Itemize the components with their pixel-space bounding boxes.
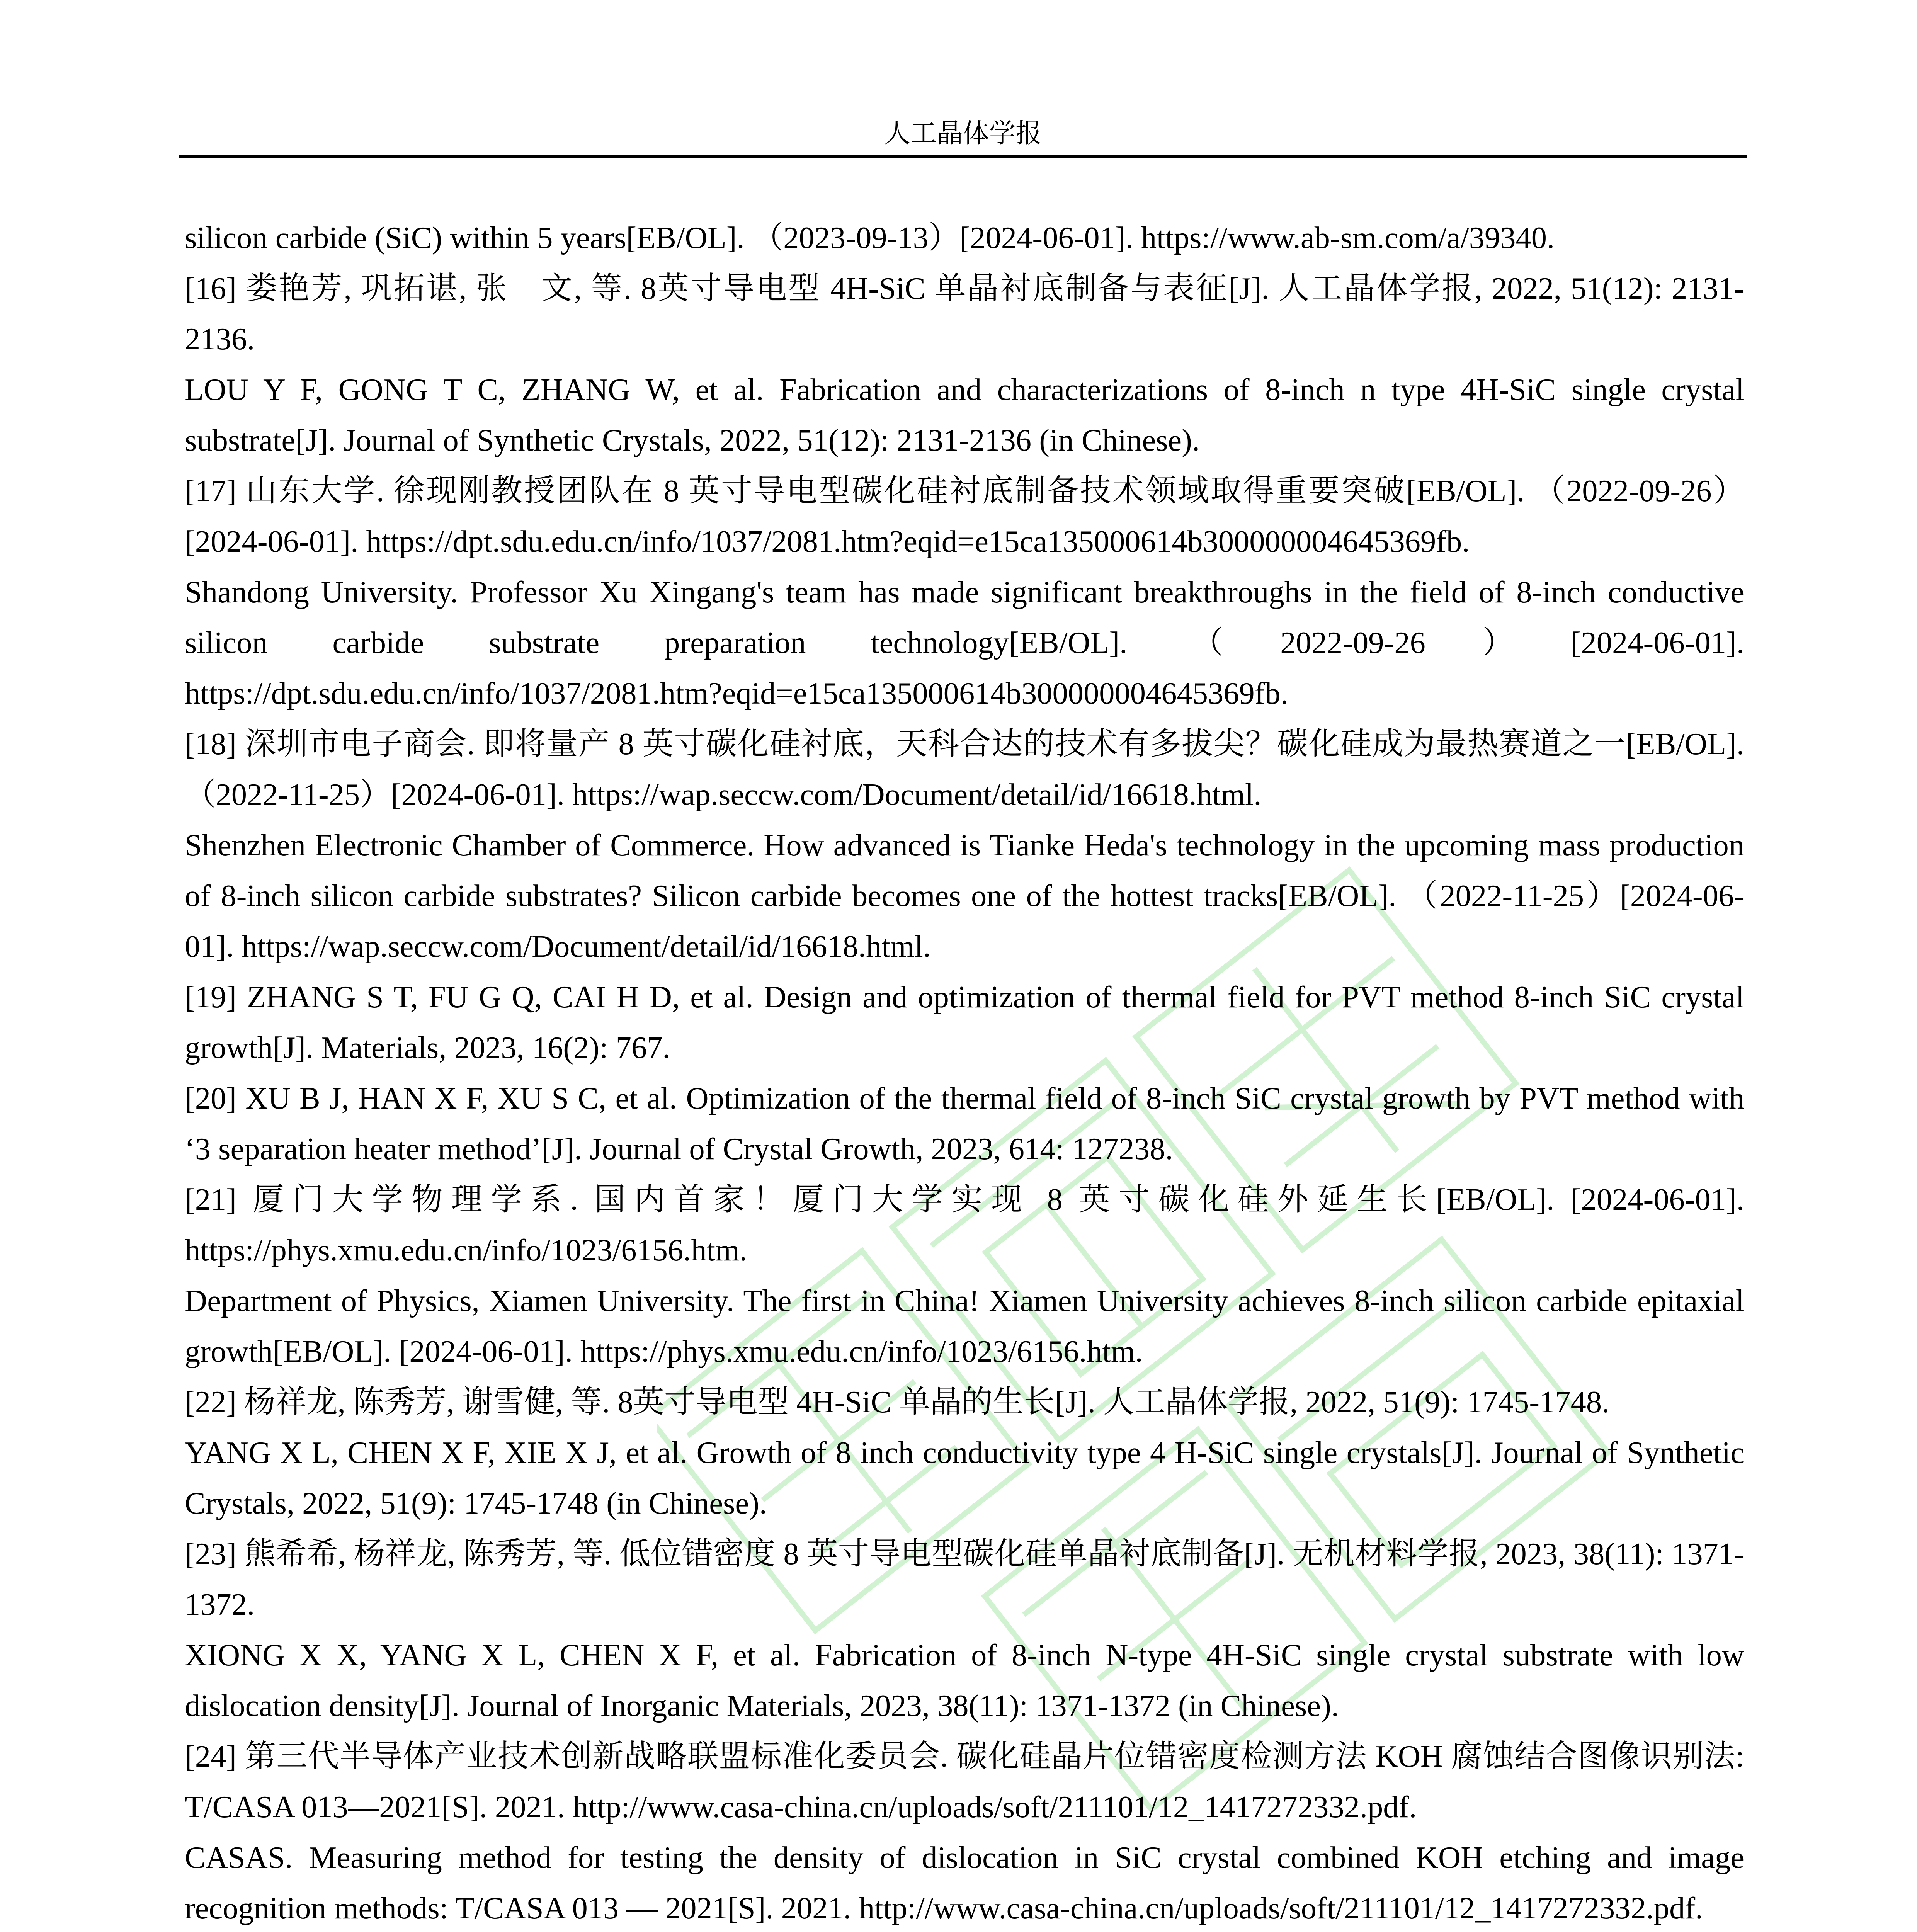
reference-entry: CASAS. Measuring method for testing the density of dislocation in SiC crystal combined KOH etching and image recognition methods: T/CASA 013 — 2021[S]. 2021. http://www.casa-china.cn/uploads/soft/211101/12_1417272332.pdf.: [185, 1840, 1744, 1925]
reference-entry: Shenzhen Electronic Chamber of Commerce. How advanced is Tianke Heda's technology in the upcoming mass production of 8-inch silicon carbide substrates? Silicon carbide becomes one of the hottest tracks[EB/OL]. （2022-11-25）[2024-06-01]. https://wap.seccw.com/Document/detail/id/16618.html.: [185, 828, 1744, 964]
reference-entry: [21] 厦门大学物理学系. 国内首家！厦门大学实现 8 英寸碳化硅外延生长[EB/OL]. [2024-06-01]. https://phys.xmu.edu.cn/info/1023/6156.htm.: [185, 1182, 1744, 1267]
reference-entry: [24] 第三代半导体产业技术创新战略联盟标准化委员会. 碳化硅晶片位错密度检测方法 KOH 腐蚀结合图像识别法: T/CASA 013—2021[S]. 2021. http://www.casa-china.cn/uploads/soft/211101/12_1417272332.pdf.: [185, 1739, 1744, 1824]
reference-entry: YANG X L, CHEN X F, XIE X J, et al. Growth of 8 inch conductivity type 4 H-SiC single crystals[J]. Journal of Synthetic Crystals, 2022, 51(9): 1745-1748 (in Chinese).: [185, 1435, 1744, 1520]
reference-entry: [18] 深圳市电子商会. 即将量产 8 英寸碳化硅衬底，天科合达的技术有多拔尖？碳化硅成为最热赛道之一[EB/OL]. （2022-11-25）[2024-06-01]. https://wap.seccw.com/Document/detail/id/16618.html.: [185, 727, 1744, 812]
reference-entry: [20] XU B J, HAN X F, XU S C, et al. Optimization of the thermal field of 8-inch SiC crystal growth by PVT method with ‘3 separation heater method’[J]. Journal of Crystal Growth, 2023, 614: 127238.: [185, 1081, 1744, 1166]
reference-entry: silicon carbide (SiC) within 5 years[EB/OL]. （2023-09-13）[2024-06-01]. https://www.ab-sm.com/a/39340.: [185, 221, 1555, 255]
reference-entry: Shandong University. Professor Xu Xingang's team has made significant breakthroughs in the field of 8-inch conductive silicon carbide substrate preparation technology[EB/OL]. （2022-09-26）[2024-06-01]. https://dpt.sdu.edu.cn/info/1037/2081.htm?eqid=e15ca135000614b300000004645369fb.: [185, 575, 1744, 711]
reference-entry: [19] ZHANG S T, FU G Q, CAI H D, et al. Design and optimization of thermal field for PVT method 8-inch SiC crystal growth[J]. Materials, 2023, 16(2): 767.: [185, 980, 1744, 1065]
header-rule: [179, 155, 1747, 158]
reference-entry: [23] 熊希希, 杨祥龙, 陈秀芳, 等. 低位错密度 8 英寸导电型碳化硅单晶衬底制备[J]. 无机材料学报, 2023, 38(11): 1371-1372.: [185, 1537, 1744, 1622]
reference-entry: LOU Y F, GONG T C, ZHANG W, et al. Fabrication and characterizations of 8-inch n type 4H-SiC single crystal substrate[J]. Journal of Synthetic Crystals, 2022, 51(12): 2131-2136 (in Chinese).: [185, 372, 1744, 457]
running-head: 人工晶体学报: [884, 119, 1042, 148]
reference-entry: [17] 山东大学. 徐现刚教授团队在 8 英寸导电型碳化硅衬底制备技术领域取得重要突破[EB/OL]. （2022-09-26）[2024-06-01]. https://dpt.sdu.edu.cn/info/1037/2081.htm?eqid=e15ca135000614b300000004645369fb.: [185, 474, 1744, 559]
references-list: [185, 213, 1744, 1932]
reference-entry: [16] 娄艳芳, 巩拓谌, 张 文, 等. 8英寸导电型 4H-SiC 单晶衬底制备与表征[J]. 人工晶体学报, 2022, 51(12): 2131-2136.: [185, 271, 1744, 356]
reference-entry: XIONG X X, YANG X L, CHEN X F, et al. Fabrication of 8-inch N-type 4H-SiC single crystal substrate with low dislocation density[J]. Journal of Inorganic Materials, 2023, 38(11): 1371-1372 (in Chinese).: [185, 1638, 1744, 1723]
reference-entry: [22] 杨祥龙, 陈秀芳, 谢雪健, 等. 8英寸导电型 4H-SiC 单晶的生长[J]. 人工晶体学报, 2022, 51(9): 1745-1748.: [185, 1385, 1610, 1419]
reference-entry: Department of Physics, Xiamen University. The first in China! Xiamen University achieves 8-inch silicon carbide epitaxial growth[EB/OL]. [2024-06-01]. https://phys.xmu.edu.cn/info/1023/6156.htm.: [185, 1284, 1744, 1369]
